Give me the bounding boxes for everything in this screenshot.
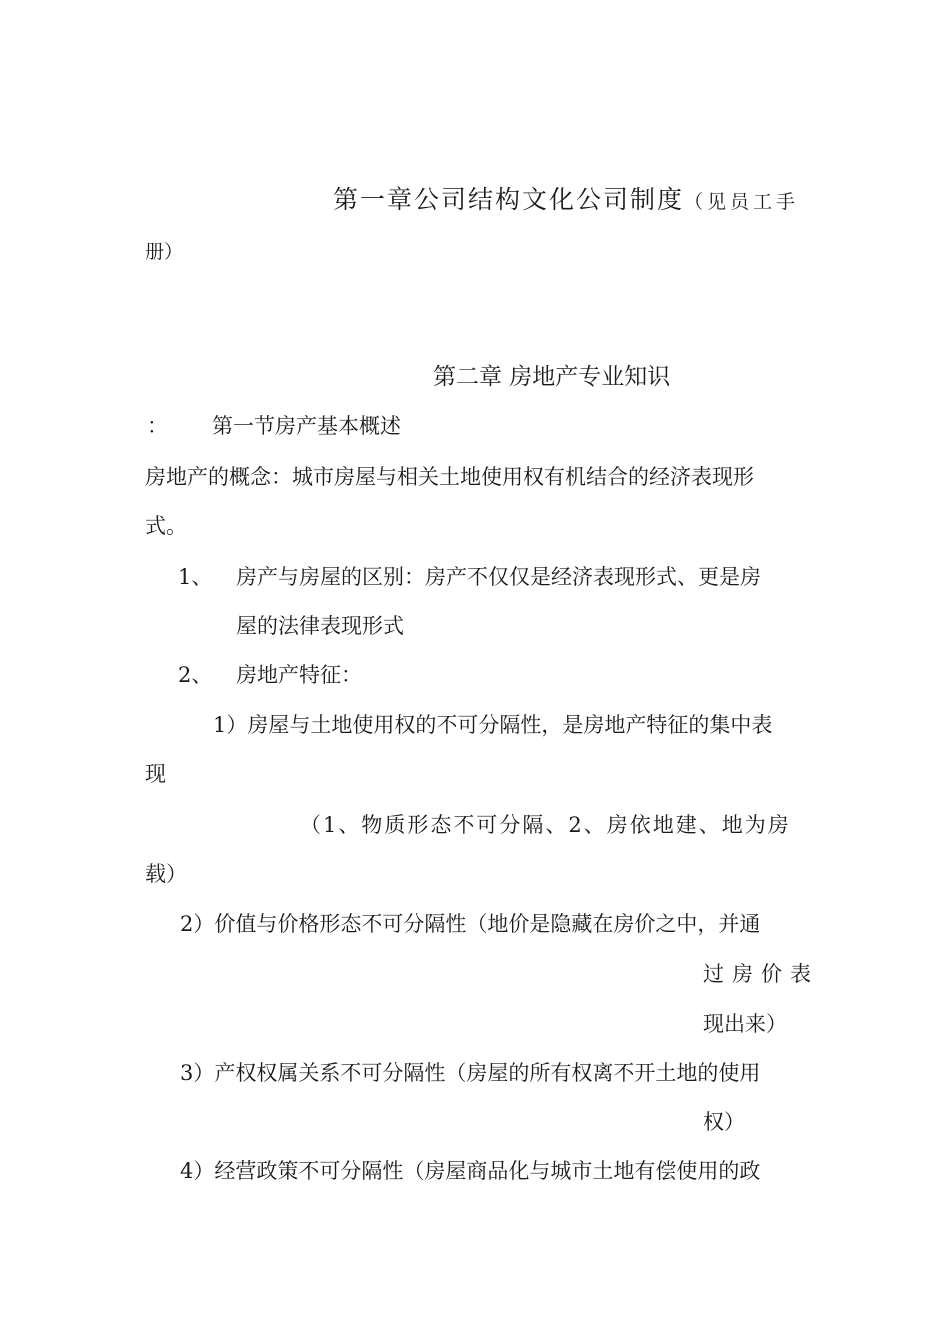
feature-1-sub-line-1: （1、物质形态不可分隔、2、房依地建、地为房 bbox=[300, 813, 791, 837]
chapter1-title-tail: 册） bbox=[145, 241, 184, 263]
feature-4-line-1: 4）经营政策不可分隔性（房屋商品化与城市土地有偿使用的政 bbox=[180, 1159, 761, 1183]
feature-1-line-1: 1）房屋与土地使用权的不可分隔性，是房地产特征的集中表 bbox=[213, 713, 773, 737]
chapter1-title-paren: （见员工手 bbox=[684, 191, 800, 213]
item-2-number: 2、 bbox=[178, 663, 213, 687]
feature-2-line-3: 现出来） bbox=[703, 1012, 787, 1036]
definition-line-2: 式。 bbox=[145, 514, 187, 538]
feature-1-sub-line-2: 载） bbox=[145, 862, 187, 886]
chapter1-title bbox=[333, 186, 799, 216]
item-1-number: 1、 bbox=[178, 565, 213, 589]
chapter1-title-main: 第一章公司结构文化公司制度 bbox=[333, 185, 685, 214]
section-marker: ： bbox=[147, 414, 168, 438]
item-1-line-1: 房产与房屋的区别：房产不仅仅是经济表现形式、更是房 bbox=[236, 565, 761, 589]
feature-3-line-2: 权） bbox=[703, 1110, 745, 1134]
definition-line-1: 房地产的概念：城市房屋与相关土地使用权有机结合的经济表现形 bbox=[145, 465, 754, 489]
item-2-line-1: 房地产特征： bbox=[236, 663, 362, 687]
feature-3-line-1: 3）产权权属关系不可分隔性（房屋的所有权离不开土地的使用 bbox=[180, 1061, 761, 1085]
feature-2-line-2: 过房价表 bbox=[703, 962, 819, 986]
section-title: 第一节房产基本概述 bbox=[212, 414, 401, 438]
chapter2-title: 第二章 房地产专业知识 bbox=[433, 364, 671, 390]
feature-2-line-1: 2）价值与价格形态不可分隔性（地价是隐藏在房价之中，并通 bbox=[180, 912, 761, 936]
feature-1-line-2: 现 bbox=[145, 762, 166, 786]
item-1-line-2: 屋的法律表现形式 bbox=[236, 614, 404, 638]
